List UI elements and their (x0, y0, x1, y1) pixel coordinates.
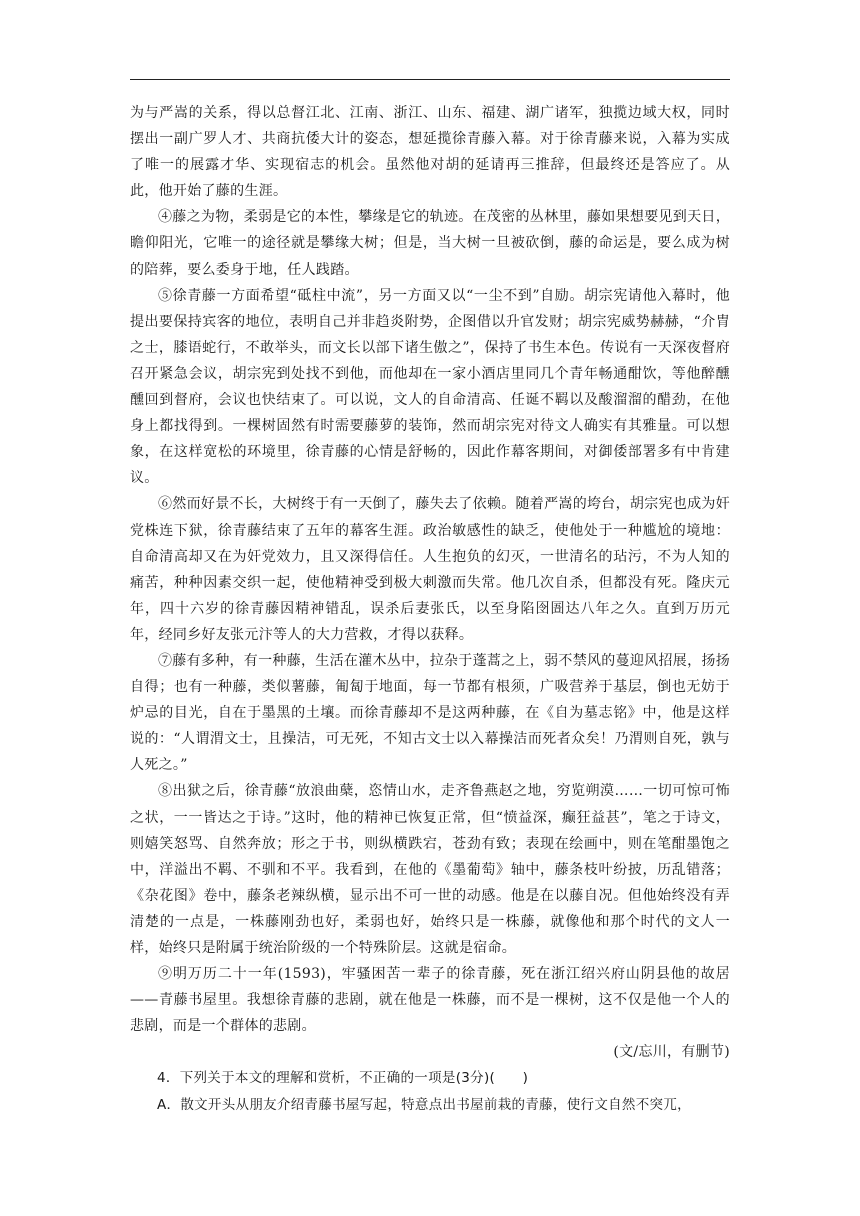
paragraph-continued: 为与严嵩的关系，得以总督江北、江南、浙江、山东、福建、湖广诸军，独揽边域大权，同时摆出一副广罗人才、共商抗倭大计的姿态，想延揽徐青藤入幕。对于徐青藤来说，入幕为实成了唯一的展露才华、实现宿志的机会。虽然他对胡的延请再三推辞，但最终还是答应了。从此，他开始了藤的生涯。 (130, 105, 730, 200)
paragraph-6: ⑥然而好景不长，大树终于有一天倒了，藤失去了依赖。随着严嵩的垮台，胡宗宪也成为奸党株连下狱，徐青藤结束了五年的幕客生涯。政治敏感性的缺乏，使他处于一种尴尬的境地：自命清高却又在为奸党效力，且又深得信任。人生抱负的幻灭，一世清名的玷污，不为人知的痛苦，种种因素交织一起，使他精神受到极大刺激而失常。他几次自杀，但都没有死。隆庆元年，四十六岁的徐青藤因精神错乱，误杀后妻张氏，以至身陷囹圄达八年之久。直到万历元年，经同乡好友张元汴等人的大力营救，才得以获释。 (130, 496, 730, 643)
article-source: (文/忘川，有删节) (613, 1044, 730, 1061)
question-4-stem: 4．下列关于本文的理解和赏析，不正确的一项是(3分)( ) (157, 1070, 529, 1087)
question-4-option-a: A．散文开头从朋友介绍青藤书屋写起，特意点出书屋前栽的青藤，使行文自然不突兀， (157, 1096, 691, 1113)
article-body (130, 100, 730, 1118)
paragraph-9: ⑨明万历二十一年(1593)，牢骚困苦一辈子的徐青藤，死在浙江绍兴府山阴县他的故居——青藤书屋里。我想徐青藤的悲剧，就在他是一株藤，而不是一棵树，这不仅是他一个人的悲剧，而是一个群体的悲剧。 (130, 966, 730, 1035)
paragraph-8: ⑧出狱之后，徐青藤“放浪曲蘖，恣情山水，走齐鲁燕赵之地，穷览朔漠……一切可惊可怖之状，一一皆达之于诗。”这时，他的精神已恢复正常，但“愤益深，癫狂益甚”，笔之于诗文，则嬉笑怒骂、自然奔放；形之于书，则纵横跌宕，苍劲有致；表现在绘画中，则在笔酣墨饱之中，洋溢出不羁、不驯和不平。我看到，在他的《墨葡萄》轴中，藤条枝叶纷披，历乱错落；《杂花图》卷中，藤条老辣纵横，显示出不可一世的动感。他是在以藤自况。但他始终没有弄清楚的一点是，一株藤刚劲也好，柔弱也好，始终只是一株藤，就像他和那个时代的文人一样，始终只是附属于统治阶级的一个特殊阶层。这就是宿命。 (130, 783, 730, 956)
paragraph-5: ⑤徐青藤一方面希望“砥柱中流”，另一方面又以“一尘不到”自励。胡宗宪请他入幕时，他提出要保持宾客的地位，表明自己并非趋炎附势，企图借以升官发财；胡宗宪威势赫赫，“介胄之士，膝语蛇行，不敢举头，而文长以部下诸生傲之”，保持了书生本色。传说有一天深夜督府召开紧急会议，胡宗宪到处找不到他，而他却在一家小酒店里同几个青年畅通酣饮，等他醉醺醺回到督府，会议也快结束了。可以说，文人的自命清高、任诞不羁以及酸溜溜的醋劲，在他身上都找得到。一棵树固然有时需要藤萝的装饰，然而胡宗宪对待文人确实有其雅量。可以想象，在这样宽松的环境里，徐青藤的心情是舒畅的，因此作幕客期间，对御倭部署多有中肯建议。 (130, 287, 730, 487)
paragraph-7: ⑦藤有多种，有一种藤，生活在灌木丛中，拉杂于蓬蒿之上，弱不禁风的蔓迎风招展，扬扬自得；也有一种藤，类似薯藤，匍匐于地面，每一节都有根须，广吸营养于基层，倒也无妨于炉忌的目光，自在于墨黑的土壤。而徐青藤却不是这两种藤，在《自为墓志铭》中，他是这样说的：“人谓渭文士，且操洁，可无死，不知古文士以入幕操洁而死者众矣！乃渭则自死，孰与人死之。” (130, 652, 730, 774)
paragraph-4: ④藤之为物，柔弱是它的本性，攀缘是它的轨迹。在茂密的丛林里，藤如果想要见到天日，瞻仰阳光，它唯一的途径就是攀缘大树；但是，当大树一旦被砍倒，藤的命运是，要么成为树的陪葬，要么委身于地，任人践踏。 (130, 209, 730, 278)
header-rule (130, 79, 730, 80)
